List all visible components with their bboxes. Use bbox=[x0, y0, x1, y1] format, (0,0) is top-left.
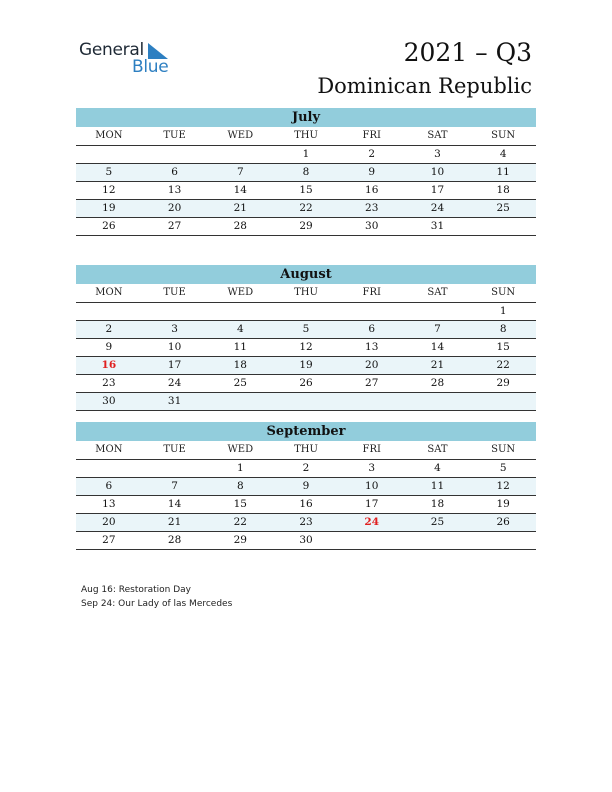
week-row bbox=[76, 303, 536, 321]
day-cell: 9 bbox=[105, 341, 113, 353]
day-cell: 4 bbox=[236, 323, 244, 335]
day-cell bbox=[339, 393, 405, 410]
day-cell: 29 bbox=[233, 534, 247, 546]
week-row bbox=[76, 478, 536, 496]
day-cell: 11 bbox=[233, 341, 247, 353]
weekday-label: WED bbox=[227, 287, 254, 298]
day-cell: 14 bbox=[233, 184, 247, 196]
week-row bbox=[76, 218, 536, 236]
week-row bbox=[76, 375, 536, 393]
day-cell: 26 bbox=[496, 516, 510, 528]
day-cell bbox=[273, 303, 339, 320]
day-cell: 27 bbox=[167, 220, 182, 232]
day-cell: 25 bbox=[496, 202, 510, 214]
week-row bbox=[76, 321, 536, 339]
month-title: September bbox=[76, 422, 536, 441]
day-cell: 23 bbox=[102, 377, 116, 389]
day-cell: 13 bbox=[365, 341, 379, 353]
month-title: August bbox=[76, 265, 536, 284]
weekday-header-row bbox=[76, 284, 536, 303]
weekday-label: THU bbox=[294, 444, 318, 455]
weeks bbox=[76, 303, 536, 411]
day-cell bbox=[405, 393, 471, 410]
day-cell bbox=[142, 460, 208, 477]
day-cell: 17 bbox=[167, 359, 182, 371]
day-cell: 25 bbox=[430, 516, 445, 528]
week-row bbox=[76, 146, 536, 164]
day-cell: 21 bbox=[167, 516, 182, 528]
day-cell: 10 bbox=[365, 480, 379, 492]
day-cell: 20 bbox=[102, 516, 116, 528]
weekday-label: THU bbox=[294, 130, 318, 141]
weeks bbox=[76, 146, 536, 236]
day-cell bbox=[142, 146, 208, 163]
generalblue-logo bbox=[79, 40, 179, 80]
day-cell: 27 bbox=[102, 534, 116, 546]
day-cell: 4 bbox=[499, 148, 507, 160]
weekday-label: TUE bbox=[163, 130, 186, 141]
day-cell: 14 bbox=[430, 341, 445, 353]
day-cell: 8 bbox=[302, 166, 310, 178]
country-name: Dominican Republic bbox=[317, 74, 532, 98]
day-cell: 25 bbox=[233, 377, 247, 389]
day-cell: 7 bbox=[236, 166, 244, 178]
day-cell: 29 bbox=[496, 377, 510, 389]
week-row bbox=[76, 339, 536, 357]
day-cell: 11 bbox=[430, 480, 445, 492]
weekday-header-row bbox=[76, 127, 536, 146]
day-cell: 15 bbox=[299, 184, 313, 196]
day-cell bbox=[76, 460, 142, 477]
week-row bbox=[76, 514, 536, 532]
day-cell: 21 bbox=[233, 202, 247, 214]
day-cell: 30 bbox=[365, 220, 379, 232]
day-cell: 14 bbox=[167, 498, 182, 510]
day-cell: 10 bbox=[430, 166, 445, 178]
day-cell: 6 bbox=[171, 166, 178, 178]
day-cell: 7 bbox=[171, 480, 178, 492]
day-cell: 23 bbox=[299, 516, 313, 528]
weekday-label: FRI bbox=[362, 444, 381, 455]
day-cell: 9 bbox=[368, 166, 376, 178]
day-cell: 22 bbox=[233, 516, 247, 528]
day-cell: 31 bbox=[167, 395, 182, 407]
weekday-label: SUN bbox=[491, 130, 516, 141]
day-cell: 5 bbox=[499, 462, 507, 474]
holiday-note: Aug 16: Restoration Day bbox=[81, 585, 191, 595]
day-cell bbox=[76, 146, 142, 163]
holiday-day-cell: 16 bbox=[101, 359, 117, 371]
day-cell: 7 bbox=[434, 323, 441, 335]
day-cell: 30 bbox=[102, 395, 116, 407]
weekday-label: SUN bbox=[491, 287, 516, 298]
day-cell bbox=[470, 393, 536, 410]
day-cell: 11 bbox=[496, 166, 510, 178]
day-cell: 26 bbox=[299, 377, 313, 389]
month-calendar-july bbox=[76, 108, 536, 236]
day-cell bbox=[470, 218, 536, 235]
day-cell bbox=[207, 146, 273, 163]
day-cell bbox=[207, 303, 273, 320]
week-row bbox=[76, 164, 536, 182]
day-cell: 24 bbox=[430, 202, 445, 214]
day-cell: 29 bbox=[299, 220, 313, 232]
weekday-label: SUN bbox=[491, 444, 516, 455]
day-cell: 19 bbox=[299, 359, 313, 371]
day-cell: 22 bbox=[299, 202, 313, 214]
day-cell: 3 bbox=[368, 462, 376, 474]
day-cell: 18 bbox=[430, 498, 445, 510]
day-cell: 28 bbox=[233, 220, 247, 232]
week-row bbox=[76, 182, 536, 200]
day-cell bbox=[142, 303, 208, 320]
day-cell: 1 bbox=[302, 148, 310, 160]
day-cell bbox=[405, 532, 471, 549]
day-cell: 4 bbox=[434, 462, 441, 474]
day-cell: 2 bbox=[368, 148, 376, 160]
day-cell: 5 bbox=[302, 323, 310, 335]
weekday-label: FRI bbox=[362, 130, 381, 141]
weekday-label: WED bbox=[227, 444, 254, 455]
day-cell bbox=[470, 532, 536, 549]
day-cell: 16 bbox=[365, 184, 379, 196]
day-cell bbox=[339, 303, 405, 320]
day-cell: 27 bbox=[365, 377, 379, 389]
day-cell bbox=[339, 532, 405, 549]
day-cell: 2 bbox=[105, 323, 113, 335]
day-cell: 28 bbox=[167, 534, 182, 546]
day-cell bbox=[76, 303, 142, 320]
weekday-label: SAT bbox=[427, 130, 448, 141]
day-cell: 18 bbox=[233, 359, 247, 371]
day-cell: 17 bbox=[430, 184, 445, 196]
day-cell bbox=[273, 393, 339, 410]
day-cell: 13 bbox=[167, 184, 182, 196]
day-cell: 6 bbox=[368, 323, 376, 335]
logo-blue-text: Blue bbox=[132, 57, 169, 77]
day-cell: 15 bbox=[496, 341, 510, 353]
day-cell: 13 bbox=[102, 498, 116, 510]
month-calendar-september bbox=[76, 422, 536, 550]
weekday-label: MON bbox=[95, 287, 123, 298]
weekday-label: FRI bbox=[362, 287, 381, 298]
month-calendar-august bbox=[76, 265, 536, 411]
logo-general-text: General bbox=[79, 40, 144, 60]
day-cell: 9 bbox=[302, 480, 310, 492]
weekday-label: MON bbox=[95, 130, 123, 141]
day-cell bbox=[405, 303, 471, 320]
week-row bbox=[76, 532, 536, 550]
page-title: 2021 – Q3 bbox=[403, 38, 532, 67]
day-cell: 12 bbox=[496, 480, 510, 492]
day-cell: 20 bbox=[365, 359, 379, 371]
weeks bbox=[76, 460, 536, 550]
week-row bbox=[76, 200, 536, 218]
week-row bbox=[76, 460, 536, 478]
day-cell: 8 bbox=[499, 323, 507, 335]
day-cell: 17 bbox=[365, 498, 379, 510]
weekday-label: MON bbox=[95, 444, 123, 455]
weekday-label: TUE bbox=[163, 444, 186, 455]
day-cell: 8 bbox=[236, 480, 244, 492]
day-cell: 26 bbox=[102, 220, 116, 232]
holiday-day-cell: 24 bbox=[364, 516, 380, 528]
day-cell: 24 bbox=[167, 377, 182, 389]
day-cell: 3 bbox=[171, 323, 178, 335]
day-cell: 23 bbox=[365, 202, 379, 214]
day-cell: 1 bbox=[499, 305, 507, 317]
day-cell: 10 bbox=[167, 341, 182, 353]
week-row bbox=[76, 357, 536, 375]
day-cell: 21 bbox=[430, 359, 445, 371]
weekday-label: THU bbox=[294, 287, 318, 298]
day-cell: 31 bbox=[430, 220, 445, 232]
day-cell: 15 bbox=[233, 498, 247, 510]
week-row bbox=[76, 393, 536, 411]
day-cell: 6 bbox=[105, 480, 113, 492]
day-cell: 12 bbox=[102, 184, 116, 196]
day-cell: 30 bbox=[299, 534, 313, 546]
day-cell: 20 bbox=[167, 202, 182, 214]
holiday-note: Sep 24: Our Lady of las Mercedes bbox=[81, 599, 233, 609]
day-cell: 5 bbox=[105, 166, 113, 178]
holiday-notes bbox=[81, 583, 232, 611]
weekday-label: WED bbox=[227, 130, 254, 141]
day-cell: 12 bbox=[299, 341, 313, 353]
week-row bbox=[76, 496, 536, 514]
day-cell: 19 bbox=[102, 202, 116, 214]
day-cell: 16 bbox=[299, 498, 313, 510]
day-cell: 1 bbox=[236, 462, 244, 474]
day-cell: 18 bbox=[496, 184, 510, 196]
day-cell bbox=[207, 393, 273, 410]
weekday-label: TUE bbox=[163, 287, 186, 298]
day-cell: 3 bbox=[434, 148, 441, 160]
weekday-header-row bbox=[76, 441, 536, 460]
day-cell: 2 bbox=[302, 462, 310, 474]
weekday-label: SAT bbox=[427, 444, 448, 455]
day-cell: 22 bbox=[496, 359, 510, 371]
month-title: July bbox=[76, 108, 536, 127]
day-cell: 28 bbox=[430, 377, 445, 389]
day-cell: 19 bbox=[496, 498, 510, 510]
weekday-label: SAT bbox=[427, 287, 448, 298]
